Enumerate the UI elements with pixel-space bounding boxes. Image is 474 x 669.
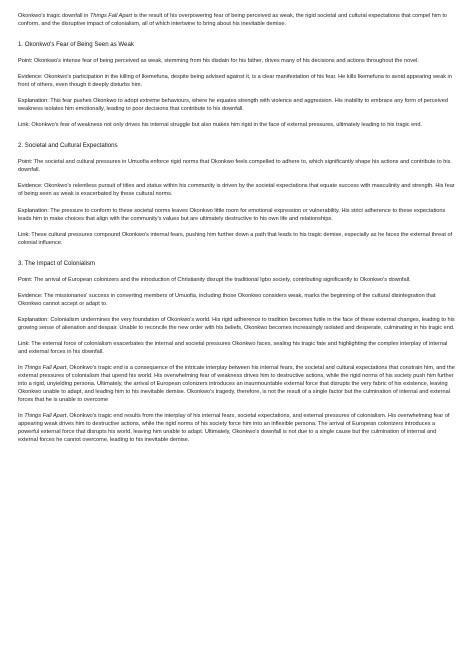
link-text: Okonkwo's fear of weakness not only drives his internal struggle but also makes him rigid in the face of external pressures, ultimately leading to his tragic end.: [29, 122, 423, 129]
intro-paragraph: [18, 13, 456, 29]
intro-text-start: Okonkwo's tragic downfall in: [18, 13, 90, 19]
section-2-evidence: [18, 183, 456, 199]
point-text: Okonkwo's intense fear of being perceived as weak, stemming from his disdain for his father, drives many of his decisions and actions throughout the novel.: [32, 57, 419, 64]
conclusion-2-end: , Okonkwo's tragic end results from the interplay of his internal fears, societal expectations, and external pressures of colonialism. His overwhelming fear of appearing weak drives him to destructive actions, while the rigid norms of his society force him into an inflexible persona. The arrival of European colonizers introduces a powerful external force that disrupts his world, leaving him unable to adapt. Ultimately, Okonkwo's downfall is not due to a single cause but the culmination of internal and external forces he cannot overcome, leading to his inevitable demise.: [18, 413, 450, 444]
section-1-evidence: [18, 74, 456, 90]
intro-text-end: is the result of his overpowering fear of being perceived as weak, the rigid societal and cultural expectations that compel him to conform, and the disruptive impact of colonialism, all of which intertwine to bring about his inevitable demise.: [18, 13, 448, 27]
section-2-link: [18, 232, 456, 248]
section-1-link: [18, 122, 456, 130]
explanation-text: This fear pushes Okonkwo to adopt extreme behaviours, where he equates strength with violence and aggression. His inability to embrace any form of perceived weakness isolates him emotionally, leading to poor decisions that contribute to his downfall.: [18, 98, 448, 113]
section-2-heading: 2. Societal and Cultural Expectations: [18, 142, 118, 150]
section-1-explanation: [18, 98, 456, 114]
section-3-point: [18, 277, 456, 285]
book-title: Things Fall Apart: [89, 13, 133, 19]
section-2-point: [18, 159, 456, 175]
link-text: These cultural pressures compound Okonkwo's internal fears, pushing him further down a path that leads to his tragic demise, especially as he faces the external threat of colonial influence.: [18, 231, 453, 246]
link-text: The external force of colonialism exacerbates the internal and societal pressures Okonkwo faces, sealing his tragic fate and highlighting the complex interplay of internal and external forces in his downfall.: [18, 341, 448, 356]
point-label: Point:: [18, 159, 33, 166]
evidence-text: Okonkwo's participation in the killing of Ikemefuna, despite being advised against it, is a clear manifestation of his fear. He kills Ikemefuna to avoid appearing weak in front of others, even though it deeply disturbs him.: [18, 74, 452, 88]
book-title: Things Fall Apart: [24, 413, 67, 420]
link-label: Link:: [18, 122, 30, 129]
conclusion-paragraph-1: [18, 365, 456, 405]
section-1-point: [18, 58, 456, 66]
section-2-explanation: [18, 208, 456, 224]
explanation-text: The pressure to conform to these societal norms leaves Okonkwo little room for emotional expression or vulnerability. His strict adherence to these expectations leads him to make choices that align with the community's values but are ultimately destructive to his own life and relationships.: [18, 207, 446, 222]
conclusion-1-start: In: [18, 365, 25, 372]
link-label: Link:: [18, 341, 30, 348]
evidence-label: Evidence:: [18, 292, 43, 299]
evidence-label: Evidence:: [18, 183, 43, 190]
explanation-label: Explanation:: [18, 317, 49, 324]
evidence-text: The missionaries' success in converting members of Umuofia, including those Okonkwo considers weak, marks the beginning of the cultural disintegration that Okonkwo cannot accept or adapt to.: [18, 292, 436, 307]
conclusion-1-end: , Okonkwo's tragic end is a consequence of the intricate interplay between his internal fears, the societal and cultural expectations that constrain him, and the external pressures of colonialism that upend his world. His overwhelming fear of weakness drives him to destructive actions, while the rigid norms of his society push him further into a rigid, unyielding persona. Ultimately, the arrival of European colonizers introduces an insurmountable external force that disrupts the very fabric of his existence, leaving Okonkwo unable to adapt, and leading him to his inevitable demise. Okonkwo's tragedy, therefore, is not the result of a single factor but the culmination of internal and external forces that he is unable to overcome: [18, 365, 455, 404]
point-label: Point:: [18, 276, 33, 283]
point-text: The societal and cultural pressures in Umuofia enforce rigid norms that Okonkwo feels compelled to adhere to, which significantly shape his actions and contribute to his downfall.: [18, 159, 451, 174]
link-label: Link:: [18, 231, 30, 238]
book-title: Things Fall Apart: [24, 365, 67, 372]
point-label: Point:: [18, 57, 33, 64]
explanation-label: Explanation:: [18, 98, 49, 105]
section-3-heading: 3. The Impact of Colonialism: [18, 259, 96, 267]
section-3-evidence: [18, 293, 456, 309]
conclusion-2-start: In: [18, 413, 25, 420]
evidence-label: Evidence:: [18, 74, 43, 81]
point-text: The arrival of European colonizers and the introduction of Christianity disrupt the traditional Igbo society, contributing significantly to Okonkwo's downfall.: [32, 276, 411, 283]
conclusion-paragraph-2: [18, 413, 456, 445]
section-3-link: [18, 341, 456, 357]
evidence-text: Okonkwo's relentless pursuit of titles and status within his community is driven by the societal expectations that equate success with masculinity and strength. His fear of being seen as weak is exacerbated by these cultural norms.: [18, 183, 455, 198]
section-3-explanation: [18, 317, 456, 333]
explanation-text: Colonialism undermines the very foundation of Okonkwo's world. His rigid adherence to tradition becomes futile in the face of these external changes, leading to his growing sense of alienation and despair. Unable to reconcile the new order with his beliefs, Okonkwo becomes increasingly isolated and desperate, culminating in his tragic end.: [18, 317, 455, 331]
explanation-label: Explanation:: [18, 207, 49, 214]
section-1-heading: 1. Okonkwo's Fear of Being Seen as Weak: [18, 40, 134, 48]
